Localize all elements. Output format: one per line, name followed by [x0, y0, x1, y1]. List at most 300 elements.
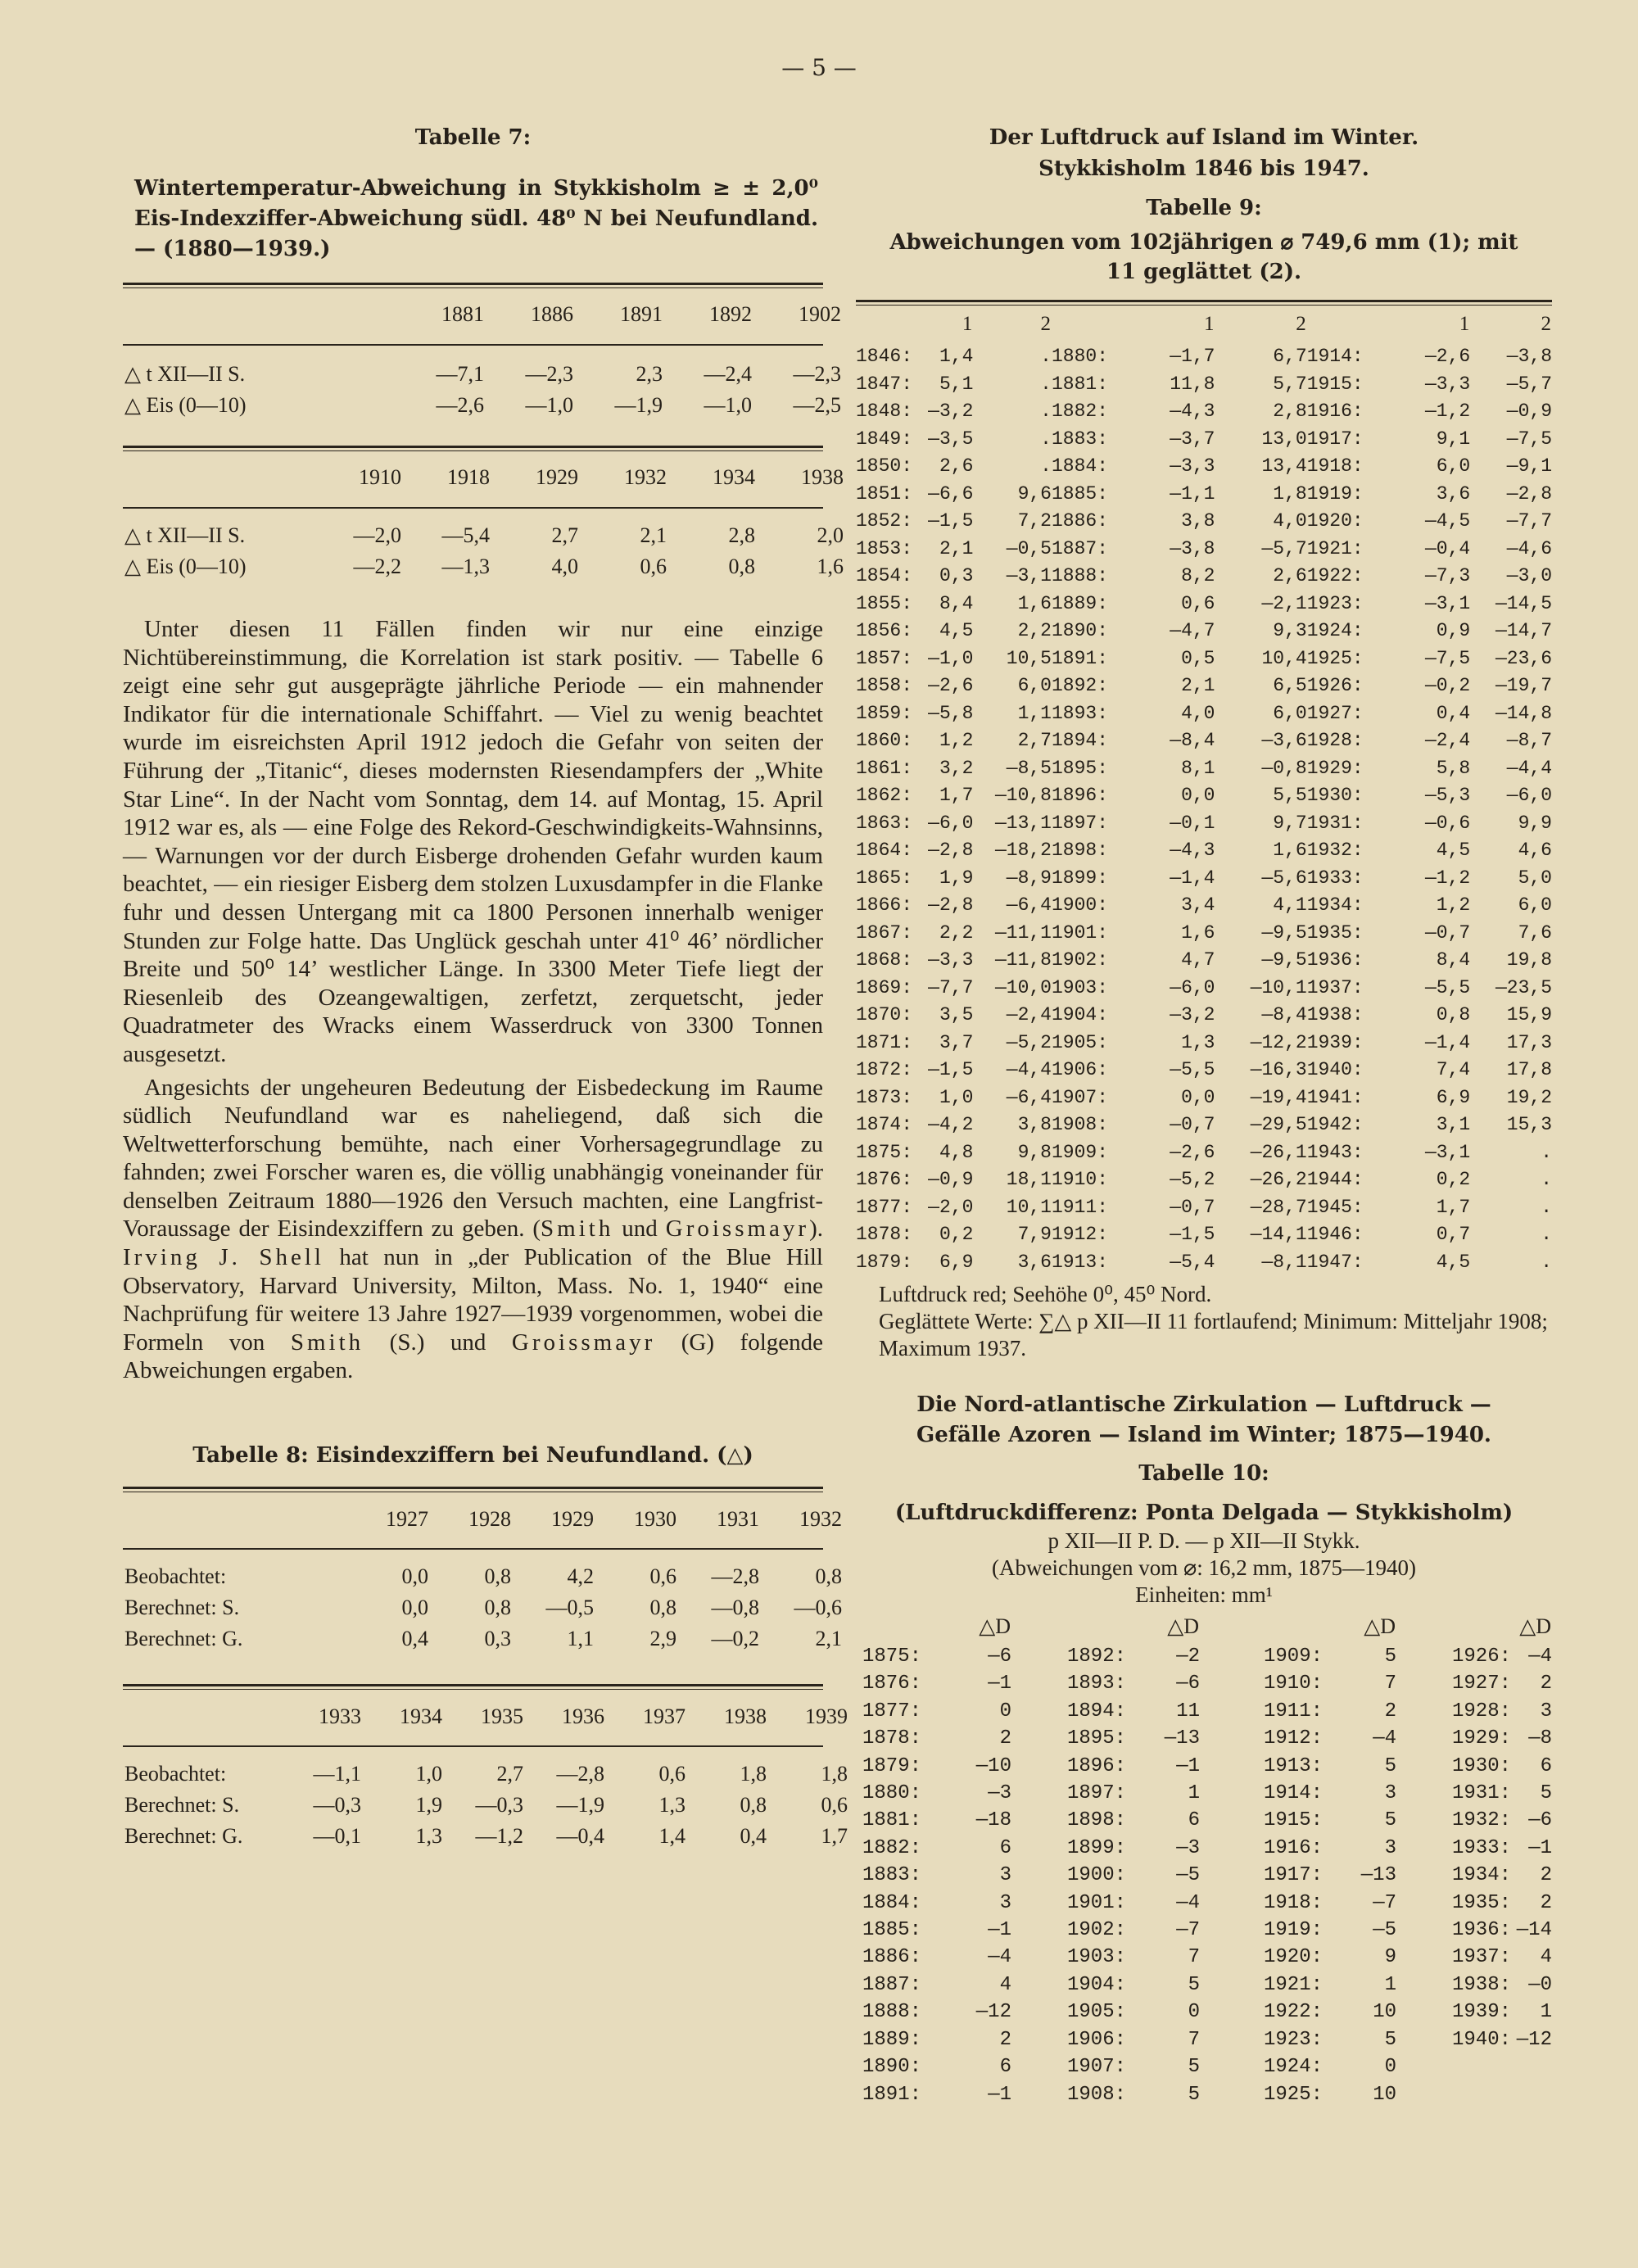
column-year: 1932	[624, 465, 667, 489]
cell-value: 1,3	[415, 1824, 442, 1849]
value-cell: —2,4	[1006, 1004, 1052, 1025]
value-cell: —3,6	[1261, 730, 1307, 751]
cell-value: 2,1	[640, 523, 667, 547]
table-row	[856, 1971, 1552, 1999]
table-row	[856, 892, 1552, 920]
value-cell: —4,5	[1424, 510, 1471, 532]
table-row	[856, 2026, 1552, 2053]
value-cell: 3,4	[1181, 894, 1215, 916]
column-year: 1931	[717, 1507, 759, 1532]
value-cell: —7	[1373, 1891, 1396, 1914]
value-cell: —3,3	[1170, 455, 1215, 477]
table-row	[856, 563, 1552, 591]
value-cell: 5	[1188, 1973, 1200, 1996]
header-spacer	[1307, 306, 1399, 343]
year-cell: 1912:	[1051, 1224, 1108, 1245]
value-cell: —3,7	[1170, 428, 1215, 450]
author-smith: Smith	[541, 1215, 614, 1243]
value-cell: —2,8	[928, 840, 974, 861]
cell-value: —2,3	[525, 362, 573, 386]
value-cell: 2,2	[939, 921, 974, 944]
year-cell: 1927:	[1306, 702, 1364, 724]
year-cell: 1846:	[856, 346, 913, 367]
year-cell: 1904:	[1066, 1973, 1126, 1996]
value-cell: —2,8	[928, 894, 974, 916]
table-row	[856, 1221, 1552, 1249]
rule	[123, 446, 823, 451]
year-cell: 1879:	[862, 1754, 921, 1777]
year-cell: 1939:	[1306, 1031, 1364, 1053]
year-cell: 1940:	[1306, 1059, 1364, 1080]
value-cell: —0,8	[1261, 757, 1307, 779]
value-cell: 0	[1188, 2001, 1200, 2024]
value-cell: —0,4	[1424, 537, 1471, 559]
value-cell: 2	[1540, 1673, 1552, 1695]
column-year: 1910	[359, 465, 401, 489]
cell-value: 0,6	[640, 555, 667, 578]
cell-value: —0,5	[545, 1596, 594, 1620]
text: (S.) und	[364, 1329, 512, 1356]
value-cell: 1,2	[939, 730, 974, 751]
year-cell: 1911:	[1051, 1196, 1108, 1218]
value-cell: 9	[1384, 1946, 1396, 1969]
value-cell: 1,8	[1273, 482, 1307, 505]
table8-block2-body	[123, 1759, 849, 1852]
value-cell: —4,6	[1506, 537, 1552, 559]
text: (G) folgende Abweichungen ergaben.	[123, 1329, 823, 1384]
column-header: 2	[1040, 313, 1051, 335]
row-label: △ Eis (0—10)	[124, 393, 247, 417]
year-cell: 1897:	[1066, 1782, 1126, 1805]
value-cell: —2,4	[1424, 730, 1471, 751]
value-cell: 2,6	[939, 455, 974, 477]
table-row	[123, 1821, 849, 1852]
value-cell: —3,1	[1424, 592, 1471, 614]
year-cell: 1947:	[1306, 1251, 1364, 1273]
year-cell: 1919:	[1306, 482, 1364, 505]
year-cell: 1936:	[1306, 949, 1364, 971]
value-cell: —19,4	[1250, 1086, 1307, 1108]
value-cell: 5	[1384, 1809, 1396, 1832]
value-cell: —3,3	[1424, 373, 1471, 395]
value-cell: 0,0	[1181, 1086, 1215, 1108]
value-cell: 1,4	[939, 346, 974, 367]
year-cell: 1905:	[1051, 1031, 1108, 1053]
table-row	[856, 1698, 1552, 1725]
cell-value: 2,8	[728, 523, 755, 547]
column-year: 1928	[468, 1507, 511, 1532]
left-column	[123, 123, 848, 1852]
rule	[123, 283, 823, 288]
year-cell: 1923:	[1263, 2028, 1323, 2051]
year-cell: 1892:	[1066, 1646, 1126, 1668]
year-cell: 1854:	[856, 565, 913, 586]
value-cell: 17,8	[1506, 1059, 1552, 1080]
table-row	[856, 398, 1552, 426]
value-cell: —5,3	[1424, 785, 1471, 806]
year-cell: 1900:	[1066, 1864, 1126, 1887]
year-cell: 1881:	[862, 1809, 921, 1832]
year-cell: 1917:	[1306, 428, 1364, 450]
value-cell: 11	[1176, 1700, 1200, 1723]
year-cell: 1937:	[1306, 976, 1364, 998]
table8-block1-body	[123, 1561, 844, 1655]
value-cell: 5,1	[939, 373, 974, 395]
value-cell: —3,3	[928, 949, 974, 971]
year-cell: 1890:	[1051, 620, 1108, 641]
value-cell: .	[1040, 455, 1052, 477]
value-cell: —2,1	[1261, 592, 1307, 614]
value-cell: —26,2	[1250, 1169, 1307, 1190]
year-cell: 1895:	[1066, 1727, 1126, 1750]
value-cell: —3,2	[1170, 1004, 1215, 1025]
year-cell: 1902:	[1051, 949, 1108, 971]
value-cell: 1	[1188, 1782, 1200, 1805]
table8-title: Tabelle 8: Eisindexziffern bei Neufundland. (△)	[192, 1443, 753, 1469]
value-cell: —1,4	[1170, 867, 1215, 889]
value-cell: 2	[1540, 1891, 1552, 1914]
value-cell: 8,4	[939, 592, 974, 614]
value-cell: —2,6	[1170, 1141, 1215, 1163]
value-cell: —9,5	[1261, 921, 1307, 944]
value-cell: 4,5	[939, 620, 974, 641]
year-cell: 1921:	[1263, 1973, 1323, 1996]
value-cell: 3,2	[939, 757, 974, 779]
value-cell: 1,1	[1017, 702, 1052, 724]
value-cell: 9,7	[1273, 812, 1307, 834]
year-cell: 1849:	[856, 428, 913, 450]
table9	[856, 306, 1552, 1276]
year-cell: 1856:	[856, 620, 913, 641]
column-header: 1	[962, 313, 973, 335]
value-cell: —6	[1176, 1673, 1200, 1695]
value-cell: 5,5	[1273, 785, 1307, 806]
value-cell: —6,0	[928, 812, 974, 834]
value-cell: 5,8	[1436, 757, 1471, 779]
year-cell: 1935:	[1451, 1891, 1511, 1914]
header-spacer	[856, 306, 917, 343]
year-cell: 1873:	[856, 1086, 913, 1108]
year-cell: 1906:	[1066, 2028, 1126, 2051]
value-cell: 4,1	[1273, 894, 1307, 916]
year-cell: 1871:	[856, 1031, 913, 1053]
column-year: 1930	[634, 1507, 676, 1532]
year-cell: 1905:	[1066, 2001, 1126, 2024]
cell-value: —2,6	[436, 393, 484, 417]
year-cell: 1880:	[862, 1782, 921, 1805]
year-cell: 1926:	[1306, 675, 1364, 696]
cell-value: 1,8	[821, 1762, 848, 1786]
table-row	[856, 1002, 1552, 1030]
year-cell: 1915:	[1306, 373, 1364, 395]
text: und	[613, 1215, 666, 1243]
value-cell: 3,6	[1436, 482, 1471, 505]
year-cell: 1930:	[1306, 785, 1364, 806]
header-spacer	[856, 1610, 921, 1643]
value-cell: 3	[1540, 1700, 1552, 1723]
value-cell: —4,4	[1506, 757, 1552, 779]
value-cell: 6,9	[1436, 1086, 1471, 1108]
value-cell: —7,5	[1424, 647, 1471, 669]
value-cell: —14,8	[1495, 702, 1552, 724]
value-cell: 1,6	[1017, 592, 1052, 614]
year-cell: 1868:	[856, 949, 913, 971]
table-row	[123, 520, 845, 551]
value-cell: 5,0	[1518, 867, 1552, 889]
value-cell: 1,6	[1181, 921, 1215, 944]
value-cell: —4	[1528, 1646, 1552, 1668]
value-cell: —12	[1516, 2028, 1552, 2051]
table9-note-smoothed: Geglättete Werte: ∑△ p XII—II 11 fortlaufend; Minimum: Mitteljahr 1908; Maximum 1937.	[879, 1309, 1548, 1360]
cell-value: —1,1	[313, 1762, 361, 1786]
cell-value: —1,3	[441, 555, 490, 578]
table-row	[856, 1835, 1552, 1862]
value-cell: —16,3	[1250, 1059, 1307, 1080]
table-row	[123, 1561, 844, 1592]
year-cell: 1870:	[856, 1004, 913, 1025]
rule	[123, 1548, 823, 1550]
column-header-delta: △D	[979, 1614, 1011, 1638]
table8-block2	[123, 1693, 849, 1741]
year-cell: 1879:	[856, 1251, 913, 1273]
year-cell: 1913:	[1263, 1754, 1323, 1777]
value-cell: 7,6	[1518, 921, 1552, 944]
year-cell: 1869:	[856, 976, 913, 998]
value-cell: .	[1040, 346, 1052, 367]
year-cell: 1900:	[1051, 894, 1108, 916]
column-year: 1902	[799, 302, 841, 326]
year-cell: 1858:	[856, 675, 913, 696]
table-row	[856, 1780, 1552, 1807]
table-row	[856, 672, 1552, 700]
value-cell: —1	[988, 1673, 1011, 1695]
column-header: 1	[1459, 313, 1470, 335]
year-cell: 1901:	[1051, 921, 1108, 944]
value-cell: —5,6	[1261, 867, 1307, 889]
table-row	[856, 700, 1552, 728]
value-cell: —8,9	[1006, 867, 1052, 889]
year-cell: 1882:	[1051, 401, 1108, 422]
value-cell: —4,3	[1170, 840, 1215, 861]
column-year: 1932	[799, 1507, 842, 1532]
value-cell: 15,9	[1506, 1004, 1552, 1025]
value-cell: —4,3	[1170, 401, 1215, 422]
value-cell: —5,7	[1506, 373, 1552, 395]
column-header-delta: △D	[1167, 1614, 1199, 1638]
cell-value: —0,1	[313, 1824, 361, 1849]
year-cell: 1929:	[1306, 757, 1364, 779]
table-row	[856, 453, 1552, 481]
cell-value: 0,4	[401, 1627, 428, 1651]
cell-value: 0,8	[815, 1564, 842, 1589]
value-cell: —13	[1164, 1727, 1200, 1750]
cell-value: 0,3	[484, 1627, 511, 1651]
year-cell: 1876:	[862, 1673, 921, 1695]
year-cell: 1851:	[856, 482, 913, 505]
cell-value: 1,6	[817, 555, 844, 578]
value-cell: 8,4	[1436, 949, 1471, 971]
year-cell: 1896:	[1051, 785, 1108, 806]
value-cell: .	[1040, 401, 1052, 422]
cell-value: —2,0	[353, 523, 401, 547]
value-cell: 5	[1384, 2028, 1396, 2051]
column-header: 2	[1296, 313, 1306, 335]
table7-block2	[123, 455, 845, 500]
table-row	[856, 343, 1552, 371]
value-cell: —5,4	[1170, 1251, 1215, 1273]
value-cell: 7	[1384, 1673, 1396, 1695]
cell-value: —0,3	[475, 1793, 523, 1818]
value-cell: —1	[1528, 1836, 1552, 1859]
year-cell: 1893:	[1066, 1673, 1126, 1695]
year-cell: 1933:	[1451, 1836, 1511, 1859]
year-cell: 1930:	[1451, 1754, 1511, 1777]
year-cell: 1934:	[1306, 894, 1364, 916]
year-cell: 1867:	[856, 921, 913, 944]
cell-value: 2,1	[815, 1627, 842, 1651]
value-cell: .	[1541, 1141, 1552, 1163]
table-row	[856, 1194, 1552, 1222]
right-column	[856, 123, 1552, 2108]
value-cell: —8,7	[1506, 730, 1552, 751]
value-cell: —1,4	[1424, 1031, 1471, 1053]
cell-value: 0,6	[821, 1793, 848, 1818]
value-cell: .	[1040, 428, 1052, 450]
value-cell: —1,5	[928, 1059, 974, 1080]
value-cell: 13,0	[1261, 428, 1307, 450]
cell-value: 2,7	[551, 523, 578, 547]
year-cell: 1899:	[1066, 1836, 1126, 1859]
value-cell: —3	[988, 1782, 1011, 1805]
cell-value: 0,8	[649, 1596, 676, 1620]
value-cell: —3	[1176, 1836, 1200, 1859]
value-cell: —2,8	[1506, 482, 1552, 505]
column-year: 1881	[441, 302, 484, 326]
table-row	[856, 1807, 1552, 1834]
value-cell: —2,0	[928, 1196, 974, 1218]
year-cell: 1903:	[1051, 976, 1108, 998]
text: Angesichts der ungeheuren Bedeutung der Eisbedeckung im Raume südlich Neufundland war es naheliegend, daß sich die Weltwetterforschung bemühte, nach einer Vorhersagegrundlage zu fahnden; zwei Forscher waren es, die völlig unabhängig voneinander für denselben Zeitraum 1880—1926 den Versuch machten, eine Langfrist-Voraussage der Eisindexziffern zu geben. (	[123, 1074, 823, 1243]
row-label: Berechnet: G.	[124, 1627, 243, 1651]
year-cell: 1936:	[1451, 1919, 1511, 1942]
year-cell: 1888:	[862, 2001, 921, 2024]
value-cell: 15,3	[1506, 1114, 1552, 1135]
value-cell: 3,8	[1181, 510, 1215, 532]
value-cell: 9,1	[1436, 428, 1471, 450]
year-cell: 1940:	[1451, 2028, 1511, 2051]
value-cell: 7	[1188, 2028, 1200, 2051]
value-cell: 7,9	[1017, 1224, 1052, 1245]
table7-block2-body	[123, 520, 845, 582]
cell-value: 4,2	[567, 1564, 594, 1589]
value-cell: 5,7	[1273, 373, 1307, 395]
year-cell: 1911:	[1263, 1700, 1323, 1723]
value-cell: 2	[999, 1727, 1011, 1750]
year-cell: 1941:	[1306, 1086, 1364, 1108]
value-cell: —18	[975, 1809, 1011, 1832]
column-year: 1892	[709, 302, 752, 326]
table-row	[856, 2081, 1552, 2108]
rule	[123, 1684, 823, 1690]
value-cell: 10,4	[1261, 647, 1307, 669]
value-cell: 8,2	[1181, 565, 1215, 586]
value-cell: 4,0	[1181, 702, 1215, 724]
value-cell: —28,7	[1250, 1196, 1307, 1218]
year-cell: 1910:	[1263, 1673, 1323, 1695]
year-cell: 1886:	[1051, 510, 1108, 532]
value-cell: 2,6	[1273, 565, 1307, 586]
value-cell: —6	[1528, 1809, 1552, 1832]
value-cell: —2	[1176, 1646, 1200, 1668]
value-cell: 4,0	[1273, 510, 1307, 532]
value-cell: .	[1541, 1224, 1552, 1245]
value-cell: —10	[975, 1754, 1011, 1777]
table-row	[856, 975, 1552, 1003]
year-cell: 1925:	[1306, 647, 1364, 669]
header-spacer	[123, 1496, 347, 1543]
year-cell: 1896:	[1066, 1754, 1126, 1777]
year-cell: 1886:	[862, 1946, 921, 1969]
year-cell: 1916:	[1306, 401, 1364, 422]
table10-subtitle: (Luftdruckdifferenz: Ponta Delgada — Stykkisholm)	[894, 1501, 1514, 1525]
year-cell: 1916:	[1263, 1836, 1323, 1859]
value-cell: —1,2	[1424, 867, 1471, 889]
value-cell: 0,7	[1436, 1224, 1471, 1245]
cell-value: —0,4	[556, 1824, 604, 1849]
author-groissmayr: Groissmayr	[511, 1329, 656, 1356]
table-row	[856, 1944, 1552, 1971]
value-cell: 3,8	[1017, 1114, 1052, 1135]
cell-value: —2,5	[793, 393, 841, 417]
table-row	[856, 1166, 1552, 1194]
value-cell: —3,0	[1506, 565, 1552, 586]
value-cell: 0	[999, 1700, 1011, 1723]
table-row	[123, 551, 845, 582]
value-cell: —29,5	[1250, 1114, 1307, 1135]
year-cell: 1895:	[1051, 757, 1108, 779]
year-cell: 1914:	[1263, 1782, 1323, 1805]
year-cell: 1927:	[1451, 1673, 1511, 1695]
cell-value: —2,8	[711, 1564, 759, 1589]
year-cell: 1915:	[1263, 1809, 1323, 1832]
year-cell: 1880:	[1051, 346, 1108, 367]
year-cell: 1885:	[862, 1919, 921, 1942]
year-cell: 1877:	[856, 1196, 913, 1218]
value-cell: 6	[999, 2056, 1011, 2079]
cell-value: 1,9	[415, 1793, 442, 1818]
value-cell: —4,2	[928, 1114, 974, 1135]
value-cell: —13	[1360, 1864, 1396, 1887]
table-row	[856, 1890, 1552, 1917]
text: hat nun in „der Publication of the Blue Hill Observatory, Harvard University, Milton, Mass. No. 1, 1940“ eine Nachprüfung für weitere 13 Jahre 1927—1939 vorgenommen, wobei die Formeln von	[123, 1244, 823, 1356]
year-cell: 1889:	[1051, 592, 1108, 614]
table7-block1-body	[123, 359, 843, 421]
value-cell: 19,2	[1506, 1086, 1552, 1108]
value-cell: 6	[1540, 1754, 1552, 1777]
year-cell: 1848:	[856, 401, 913, 422]
value-cell: —7,7	[1506, 510, 1552, 532]
year-cell: 1853:	[856, 537, 913, 559]
cell-value: 0,0	[401, 1564, 428, 1589]
value-cell: —3,2	[928, 401, 974, 422]
year-cell: 1918:	[1263, 1891, 1323, 1914]
table10-units: Einheiten: mm¹	[1135, 1582, 1273, 1607]
value-cell: 1,0	[939, 1086, 974, 1108]
value-cell: —14	[1516, 1919, 1552, 1942]
value-cell: —1,2	[1424, 401, 1471, 422]
value-cell: —1,0	[928, 647, 974, 669]
table-row	[856, 536, 1552, 564]
